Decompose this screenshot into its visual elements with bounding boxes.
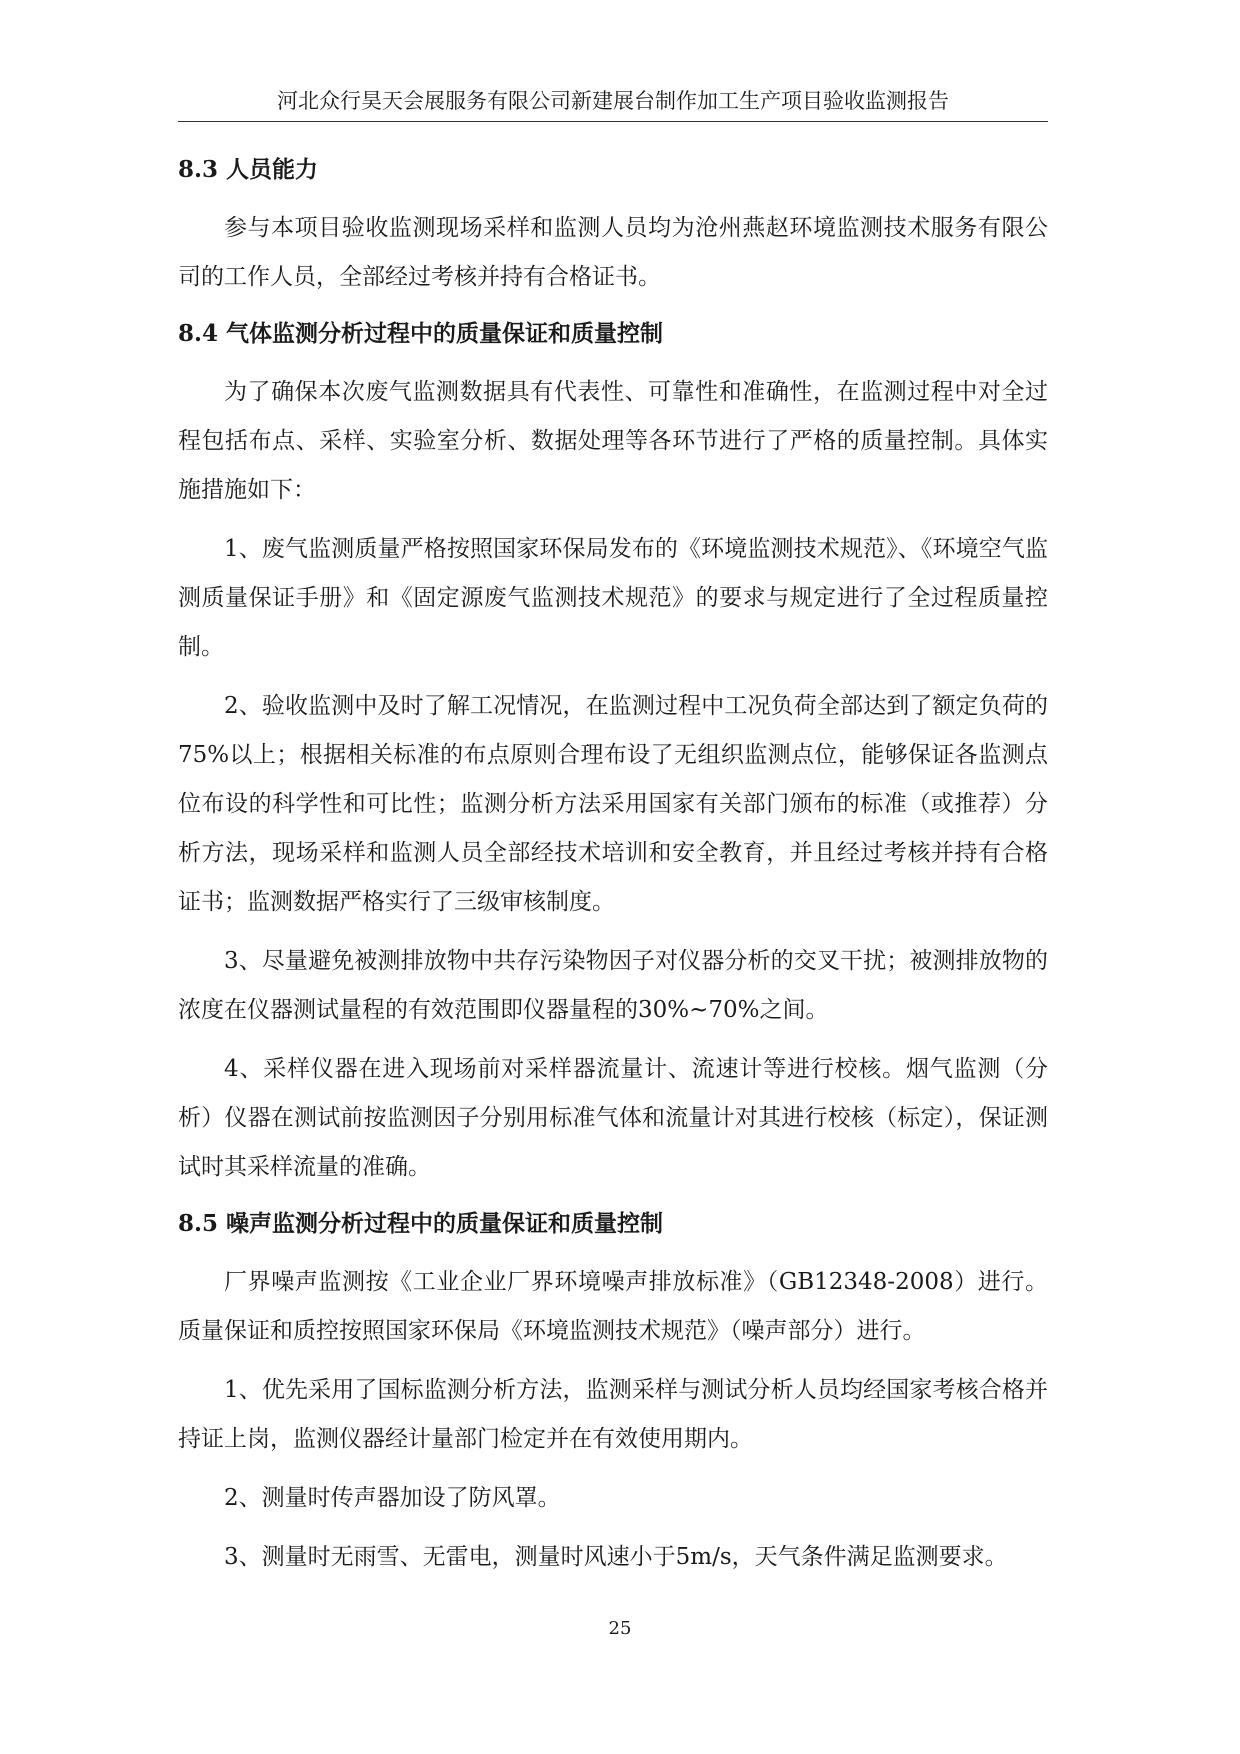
page-number: 25	[608, 1618, 632, 1639]
paragraph-8-4-item-3: 3、尽量避免被测排放物中共存污染物因子对仪器分析的交叉干扰；被测排放物的浓度在仪器测试量程的有效范围即仪器量程的30%~70%之间。	[178, 948, 1048, 1023]
section-heading-8-4: 8.4 气体监测分析过程中的质量保证和质量控制	[178, 320, 664, 347]
paragraph-8-5-item-1: 1、优先采用了国标监测分析方法，监测采样与测试分析人员均经国家考核合格并持证上岗，监测仪器经计量部门检定并在有效使用期内。	[178, 1377, 1048, 1452]
paragraph-8-3-personnel: 参与本项目验收监测现场采样和监测人员均为沧州燕赵环境监测技术服务有限公司的工作人员，全部经过考核并持有合格证书。	[178, 215, 1048, 290]
paragraph-8-4-item-2: 2、验收监测中及时了解工况情况，在监测过程中工况负荷全部达到了额定负荷的75%以上；根据相关标准的布点原则合理布设了无组织监测点位，能够保证各监测点位布设的科学性和可比性；监测分析方法采用国家有关部门颁布的标准（或推荐）分析方法，现场采样和监测人员全部经技术培训和安全教育，并且经过考核并持有合格证书；监测数据严格实行了三级审核制度。	[178, 693, 1048, 915]
header-divider	[178, 121, 1048, 122]
paragraph-8-4-item-1: 1、废气监测质量严格按照国家环保局发布的《环境监测技术规范》、《环境空气监测质量保证手册》和《固定源废气监测技术规范》的要求与规定进行了全过程质量控制。	[178, 536, 1048, 660]
section-heading-8-3: 8.3 人员能力	[178, 156, 319, 183]
paragraph-8-5-item-2: 2、测量时传声器加设了防风罩。	[224, 1485, 561, 1511]
section-heading-8-5: 8.5 噪声监测分析过程中的质量保证和质量控制	[178, 1210, 664, 1237]
paragraph-8-4-item-4: 4、采样仪器在进入现场前对采样器流量计、流速计等进行校核。烟气监测（分析）仪器在测试前按监测因子分别用标准气体和流量计对其进行校核（标定），保证测试时其采样流量的准确。	[178, 1056, 1048, 1180]
running-header-title: 河北众行昊天会展服务有限公司新建展台制作加工生产项目验收监测报告	[277, 89, 949, 113]
paragraph-8-5-intro: 厂界噪声监测按《工业企业厂界环境噪声排放标准》（GB12348-2008）进行。质量保证和质控按照国家环保局《环境监测技术规范》（噪声部分）进行。	[178, 1269, 1048, 1344]
paragraph-8-5-item-3: 3、测量时无雨雪、无雷电，测量时风速小于5m/s，天气条件满足监测要求。	[224, 1544, 1008, 1570]
document-body	[178, 148, 1048, 1592]
paragraph-8-4-intro: 为了确保本次废气监测数据具有代表性、可靠性和准确性，在监测过程中对全过程包括布点、采样、实验室分析、数据处理等各环节进行了严格的质量控制。具体实施措施如下：	[178, 379, 1048, 503]
